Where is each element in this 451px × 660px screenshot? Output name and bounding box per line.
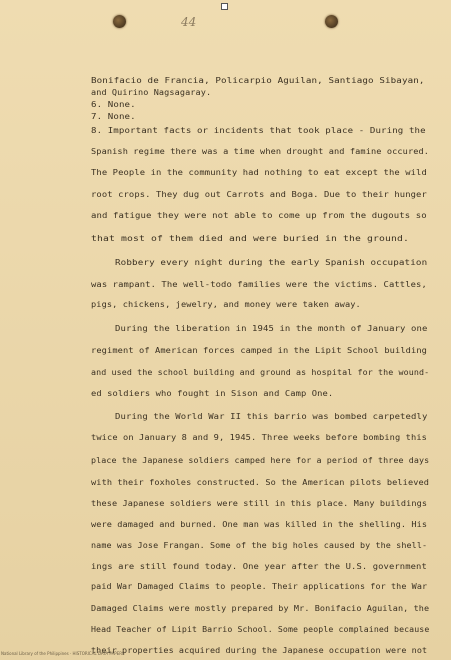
- text-line: these Japanese soldiers were still in this place. Many buildings: [91, 498, 428, 508]
- text-line: that most of them died and were buried in the ground.: [91, 233, 410, 243]
- text-line: name was Jose Frangan. Some of the big holes caused by the shell-: [91, 540, 428, 550]
- text-line: place the Japanese soldiers camped here for a period of three days: [91, 455, 430, 465]
- text-line: Head Teacher of Lipit Barrio School. Some people complained because: [91, 624, 430, 634]
- text-line: was rampant. The well-todo families were the victims. Cattles,: [91, 279, 427, 289]
- text-line: ed soldiers who fought in Sison and Camp One.: [91, 388, 334, 398]
- text-line: and Quirino Nagsagaray.: [91, 87, 212, 97]
- text-line: their properties acquired during the Japanese occupation were not: [91, 645, 428, 655]
- text-line: Robbery every night during the early Spanish occupation: [115, 257, 428, 267]
- text-line: with their foxholes constructed. So the American pilots believed: [91, 477, 430, 487]
- text-line: 8. Important facts or incidents that took place - During the: [91, 125, 426, 135]
- text-line: 6. None.: [91, 99, 136, 109]
- text-line: regiment of American forces camped in the Lipit School building: [91, 345, 427, 355]
- text-line: During the liberation in 1945 in the month of January one: [115, 323, 428, 333]
- text-line: During the World War II this barrio was bombed carpetedly: [115, 411, 428, 421]
- punch-hole-right: [325, 15, 338, 28]
- text-line: root crops. They dug out Carrots and Boga. Due to their hunger: [91, 189, 427, 199]
- text-line: were damaged and burned. One man was killed in the shelling. His: [91, 519, 428, 529]
- text-line: The People in the community had nothing to eat except the wild: [91, 167, 427, 177]
- archive-footer: National Library of the Philippines · HISTORICAL DATA PAPERS: [1, 651, 125, 656]
- text-line: ings are still found today. One year after the U.S. government: [91, 561, 427, 571]
- text-line: and fatigue they were not able to come up from the dugouts so: [91, 210, 427, 220]
- text-line: paid War Damaged Claims to people. Their applications for the War: [91, 581, 428, 591]
- registration-mark: [221, 3, 228, 10]
- punch-hole-left: [113, 15, 126, 28]
- text-line: Bonifacio de Francia, Policarpio Aguilan, Santiago Sibayan,: [91, 75, 425, 85]
- text-line: twice on January 8 and 9, 1945. Three weeks before bombing this: [91, 432, 427, 442]
- text-line: 7. None.: [91, 111, 136, 121]
- text-line: and used the school building and ground as hospital for the wound-: [91, 367, 430, 377]
- text-line: pigs, chickens, jewelry, and money were taken away.: [91, 299, 361, 309]
- page-number: 44: [181, 15, 197, 29]
- text-line: Damaged Claims were mostly prepared by Mr. Bonifacio Aguilan, the: [91, 603, 430, 613]
- text-line: Spanish regime there was a time when drought and famine occured.: [91, 146, 430, 156]
